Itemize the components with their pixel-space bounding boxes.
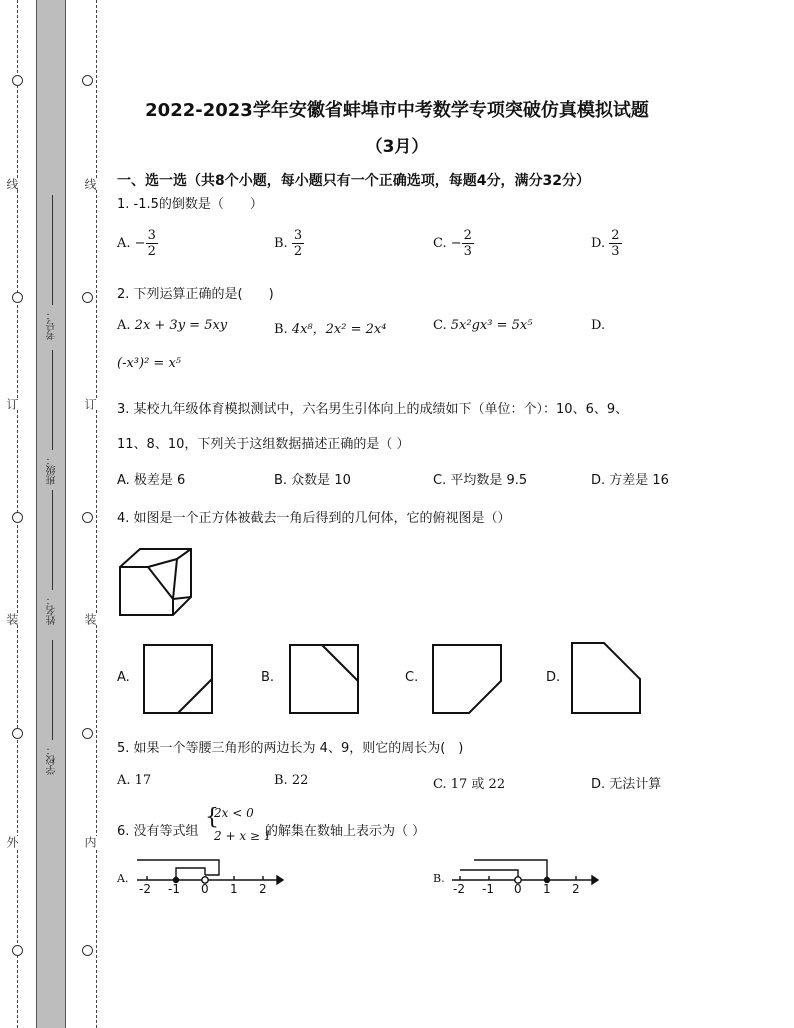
q4-option-d-label: D.: [546, 670, 561, 685]
q3-stem-line2: 11、8、10，下列关于这组数据描述正确的是（ ）: [117, 437, 410, 452]
q1-option-b: B. $\frac{3}{2}$: [274, 228, 303, 259]
q6-inequality-2: 2 + x ≥ 1: [214, 829, 272, 843]
q4-option-b-label: B.: [261, 670, 275, 685]
field-underline: [52, 640, 53, 740]
q4-option-c-label: C.: [405, 670, 419, 685]
binding-hole: [12, 292, 23, 303]
binding-hole: [12, 728, 23, 739]
q3-option-c: C. 平均数是 9.5: [433, 473, 528, 488]
q4-option-b-figure: [288, 643, 360, 715]
q2-option-b: B. 4x⁸，2x² = 2x⁴: [274, 322, 387, 337]
field-label-school: 学校：: [47, 745, 58, 775]
q5-option-a: A. 17: [117, 773, 152, 788]
q6-option-b-label: B.: [433, 872, 445, 885]
page-subtitle: （3月）: [365, 137, 429, 157]
q2-option-c: C. 5x²gx³ = 5x⁵: [433, 318, 533, 333]
q1-option-d: D. $\frac{2}{3}$: [591, 228, 620, 259]
q6-stem-suffix: 的解集在数轴上表示为（ ）: [265, 824, 426, 839]
q2-option-a: A. 2x + 3y = 5xy: [117, 318, 228, 333]
q6-option-a-label: A.: [117, 872, 129, 885]
binding-hole: [12, 512, 23, 523]
q5-stem: 5. 如果一个等腰三角形的两边长为 4、9，则它的周长为( ): [117, 741, 464, 756]
q1-option-a: A. − $\frac{3}{2}$: [117, 228, 156, 259]
q1-option-c: C. − $\frac{2}{3}$: [433, 228, 472, 259]
binding-hole: [82, 512, 93, 523]
tick-label: 0: [201, 882, 209, 896]
field-underline: [52, 195, 53, 305]
margin-label-outer: 装: [5, 613, 19, 625]
tick-label: 1: [230, 882, 238, 896]
q3-option-b: B. 众数是 10: [274, 473, 351, 488]
margin-label-inner: 内: [83, 836, 97, 848]
margin-label-outer: 外: [5, 836, 19, 848]
tick-label: 0: [514, 882, 522, 896]
q4-stem: 4. 如图是一个正方体被截去一角后得到的几何体，它的俯视图是（）: [117, 511, 511, 526]
q2-stem: 2. 下列运算正确的是( ): [117, 287, 274, 302]
q1-stem: 1. -1.5的倒数是（ ）: [117, 197, 263, 212]
q5-option-d: D. 无法计算: [591, 777, 662, 792]
field-label-exam-id: 考号：: [47, 310, 58, 340]
q4-option-a-label: A.: [117, 670, 130, 685]
binding-hole: [82, 75, 93, 86]
margin-label-inner: 装: [83, 613, 97, 625]
field-label-name: 姓名：: [47, 595, 58, 625]
margin-label-outer: 订: [5, 398, 19, 410]
page-title: 2022-2023学年安徽省蚌埠市中考数学专项突破仿真模拟试题: [145, 100, 649, 121]
q4-solid-figure: [115, 545, 195, 621]
q6-inequality-1: 2x < 0: [214, 806, 254, 820]
q6-stem-prefix: 6. 没有等式组: [117, 824, 199, 839]
tick-label: -2: [453, 882, 465, 896]
q4-option-c-figure: [431, 643, 503, 715]
q3-stem-line1: 3. 某校九年级体育模拟测试中，六名男生引体向上的成绩如下（单位：个）：10、6、9、: [117, 402, 629, 417]
margin-label-inner: 线: [83, 178, 97, 190]
q5-option-c: C. 17 或 22: [433, 777, 506, 792]
field-underline: [52, 350, 53, 450]
q5-option-b: B. 22: [274, 773, 309, 788]
q3-option-d: D. 方差是 16: [591, 473, 669, 488]
binding-hole: [82, 945, 93, 956]
q4-option-a-figure: [142, 643, 214, 715]
tick-label: -1: [168, 882, 180, 896]
binding-hole: [82, 292, 93, 303]
q4-option-d-figure: [570, 641, 644, 715]
field-label-class: 班级：: [47, 455, 58, 485]
q3-option-a: A. 极差是 6: [117, 473, 186, 488]
q2-option-d-label: D.: [591, 318, 606, 333]
tick-label: 2: [572, 882, 580, 896]
q2-option-d: (-x³)² = x⁵: [117, 356, 181, 371]
tick-label: -2: [139, 882, 151, 896]
tick-label: 1: [543, 882, 551, 896]
margin-label-outer: 线: [5, 178, 19, 190]
field-underline: [52, 490, 53, 590]
binding-hole: [12, 75, 23, 86]
binding-hole: [12, 945, 23, 956]
section-heading: 一、选一选（共8个小题，每小题只有一个正确选项，每题4分，满分32分）: [117, 173, 590, 189]
binding-hole: [82, 728, 93, 739]
tick-label: 2: [259, 882, 267, 896]
tick-label: -1: [482, 882, 494, 896]
margin-label-inner: 订: [83, 398, 97, 410]
q6-brace: {: [205, 805, 219, 830]
